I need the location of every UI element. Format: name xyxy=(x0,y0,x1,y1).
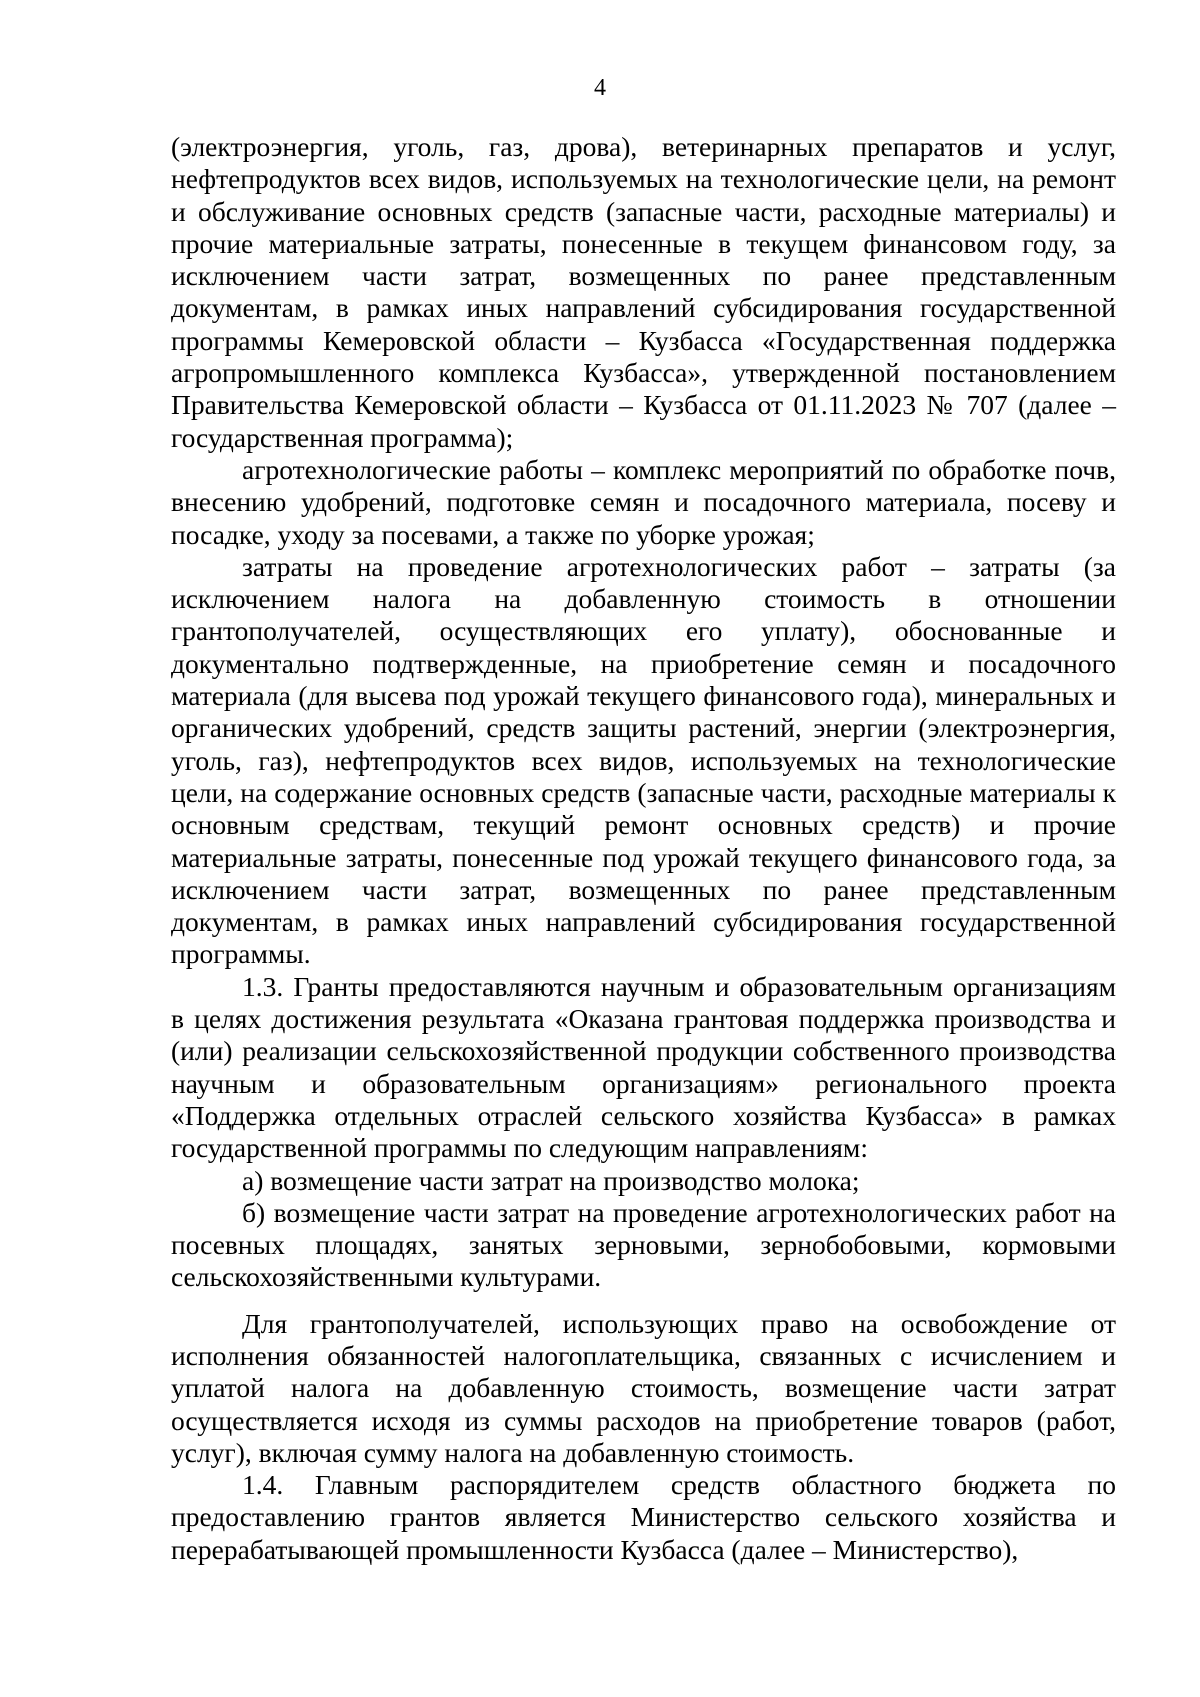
paragraph-agrotech-works-definition: агротехнологические работы – комплекс мероприятий по обработке почв, внесению удобрений, подготовке семян и посадочного материала, посеву и посадке, уходу за посевами, а также по уборке урожая; xyxy=(171,453,1116,550)
paragraph-clause-1-4: 1.4. Главным распорядителем средств областного бюджета по предоставлению грантов является Министерство сельского хозяйства и перерабатывающей промышленности Кузбасса (далее – Министерство), xyxy=(171,1469,1116,1565)
paragraph-item-b: б) возмещение части затрат на проведение агротехнологических работ на посевных площадях, занятых зерновыми, зернобобовыми, кормовыми сельскохозяйственными культурами. xyxy=(171,1196,1116,1293)
paragraph-clause-1-3: 1.3. Гранты предоставляются научным и образовательным организациям в целях достижения результата «Оказана грантовая поддержка производства и (или) реализации сельскохозяйственной продукции собственного производства научным и образовательным организациям» регионального проекта «Поддержка отдельных отраслей сельского хозяйства Кузбасса» в рамках государственной программы по следующим направлениям: xyxy=(171,970,1116,1164)
page-number: 4 xyxy=(594,75,606,101)
paragraph-vat-exemption: Для грантополучателей, использующих право на освобождение от исполнения обязанностей налогоплательщика, связанных с исчислением и уплатой налога на добавленную стоимость, возмещение части затрат осуществляется исходя из суммы расходов на приобретение товаров (работ, услуг), включая сумму налога на добавленную стоимость. xyxy=(171,1307,1116,1468)
paragraph-continuation-costs: (электроэнергия, уголь, газ, дрова), ветеринарных препаратов и услуг, нефтепродуктов всех видов, используемых на технологические цели, на ремонт и обслуживание основных средств (запасные части, расходные материалы) и прочие материальные затраты, понесенные в текущем финансовом году, за исключением части затрат, возмещенных по ранее представленным документам, в рамках иных направлений субсидирования государственной программы Кемеровской области – Кузбасса «Государственная поддержка агропромышленного комплекса Кузбасса», утвержденной постановлением Правительства Кемеровской области – Кузбасса от 01.11.2023 № 707 (далее – государственная программа); xyxy=(171,131,1116,453)
paragraph-agrotech-costs-definition: затраты на проведение агротехнологических работ – затраты (за исключением налога на добавленную стоимость в отношении грантополучателей, осуществляющих его уплату), обоснованные и документально подтвержденные, на приобретение семян и посадочного материала (для высева под урожай текущего финансового года), минеральных и органических удобрений, средств защиты растений, энергии (электроэнергия, уголь, газ), нефтепродуктов всех видов, используемых на технологические цели, на содержание основных средств (запасные части, расходные материалы к основным средствам, текущий ремонт основных средств) и прочие материальные затраты, понесенные под урожай текущего финансового года, за исключением части затрат, возмещенных по ранее представленным документам, в рамках иных направлений субсидирования государственной программы. xyxy=(171,550,1116,970)
paragraph-item-a: а) возмещение части затрат на производство молока; xyxy=(242,1164,860,1196)
document-body xyxy=(171,131,1116,1566)
